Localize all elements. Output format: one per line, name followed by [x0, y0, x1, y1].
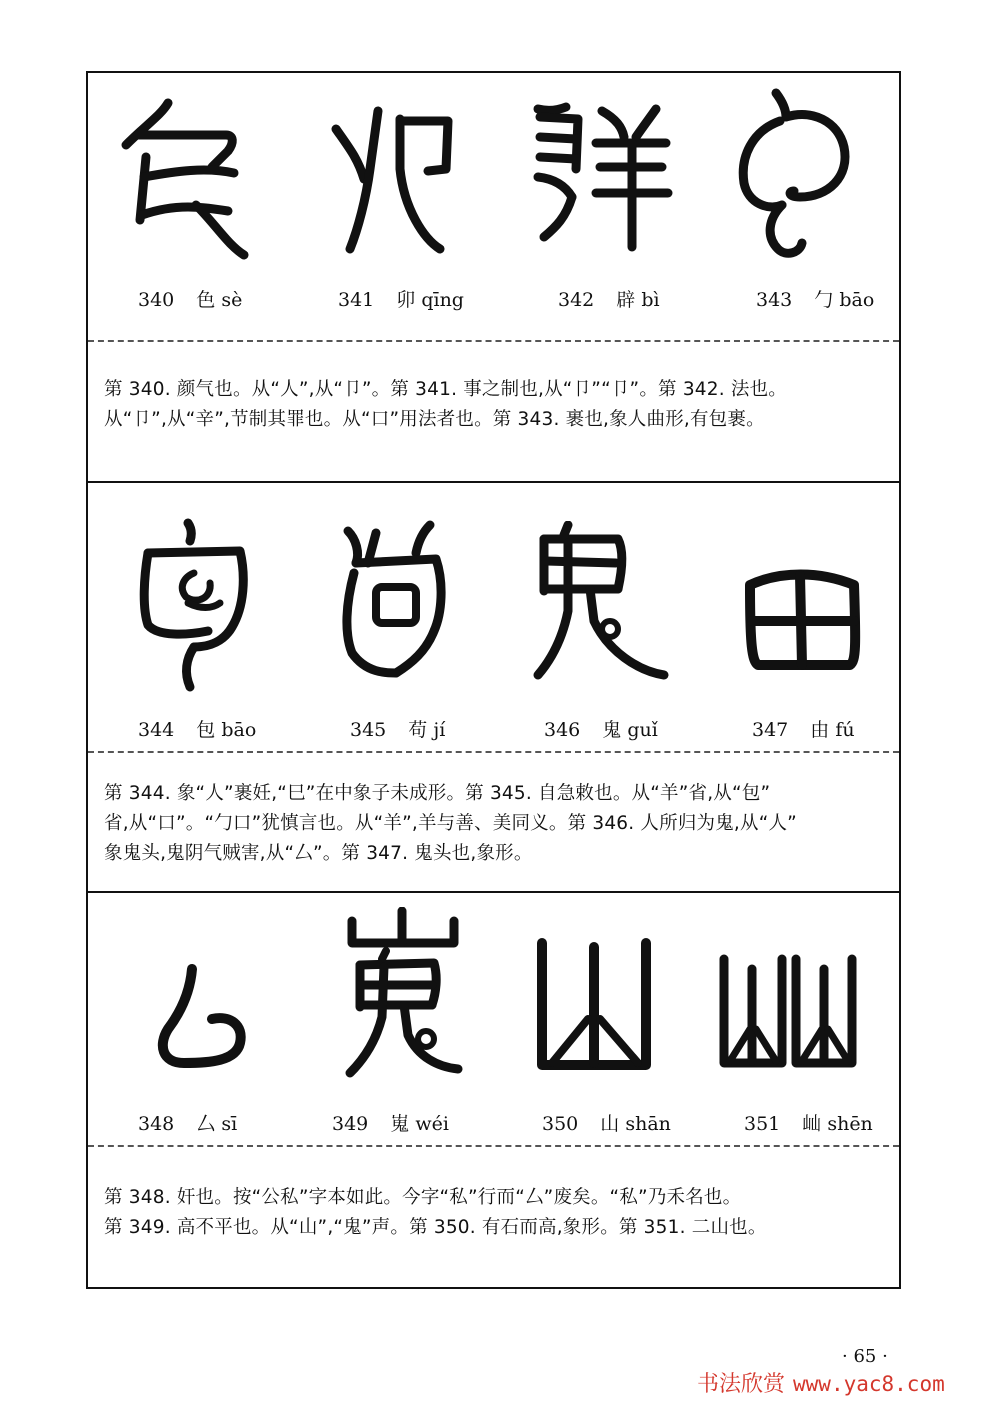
section-3	[88, 893, 899, 1289]
caption-351: 351 屾 shēn	[744, 1113, 873, 1135]
caption-348: 348 厶 sī	[138, 1113, 238, 1135]
caption-341: 341 卯 qīng	[338, 289, 464, 311]
page-frame	[86, 71, 901, 1289]
seal-344-icon	[128, 517, 258, 697]
caption-349: 349 嵬 wéi	[332, 1113, 449, 1135]
watermark-text: 书法欣赏	[697, 1372, 786, 1397]
divider	[88, 340, 899, 342]
seal-340-icon	[116, 95, 256, 265]
caption-343: 343 勹 bāo	[756, 289, 875, 311]
seal-348-icon	[150, 963, 260, 1073]
caption-346: 346 鬼 guǐ	[544, 719, 658, 741]
seal-345-icon	[326, 513, 456, 693]
divider	[88, 751, 899, 753]
seal-347-icon	[740, 565, 870, 675]
section-1	[88, 73, 899, 483]
caption-344: 344 包 bāo	[138, 719, 257, 741]
caption-347: 347 由 fú	[752, 719, 855, 741]
watermark-url: www.yac8.com	[793, 1372, 945, 1396]
description-text: 第 340. 颜气也。从“人”,从“卩”。第 341. 事之制也,从“卩”“卩”。第 342. 法也。 从“卩”,从“辛”,节制其罪也。从“口”用法者也。第 343. 裹也,象人曲形,有包裹。	[104, 379, 787, 430]
seal-346-icon	[528, 521, 678, 691]
caption-340: 340 色 sè	[138, 289, 243, 311]
description-text: 第 344. 象“人”裹妊,“巳”在中象子未成形。第 345. 自急敕也。从“羊”省,从“包” 省,从“口”。“勹口”犹慎言也。从“羊”,羊与善、美同义。第 346. 人所归为鬼,从“人” 象鬼头,鬼阴气贼害,从“厶”。第 347. 鬼头也,象形。	[104, 783, 797, 864]
section-2	[88, 483, 899, 893]
seal-341-icon	[328, 99, 468, 259]
watermark	[697, 1367, 945, 1398]
page-number: · 65 ·	[842, 1346, 888, 1367]
seal-349-icon	[338, 907, 468, 1087]
seal-342-icon	[526, 97, 676, 257]
caption-345: 345 苟 jí	[350, 719, 446, 741]
divider	[88, 1145, 899, 1147]
caption-350: 350 山 shān	[542, 1113, 671, 1135]
seal-351-icon	[712, 949, 862, 1079]
seal-343-icon	[728, 87, 858, 263]
seal-350-icon	[528, 933, 658, 1083]
caption-342: 342 辟 bì	[558, 289, 660, 311]
description-text: 第 348. 奸也。按“公私”字本如此。今字“私”行而“厶”废矣。“私”乃禾名也。 第 349. 高不平也。从“山”,“鬼”声。第 350. 有石而高,象形。第 351. 二山也。	[104, 1187, 767, 1238]
